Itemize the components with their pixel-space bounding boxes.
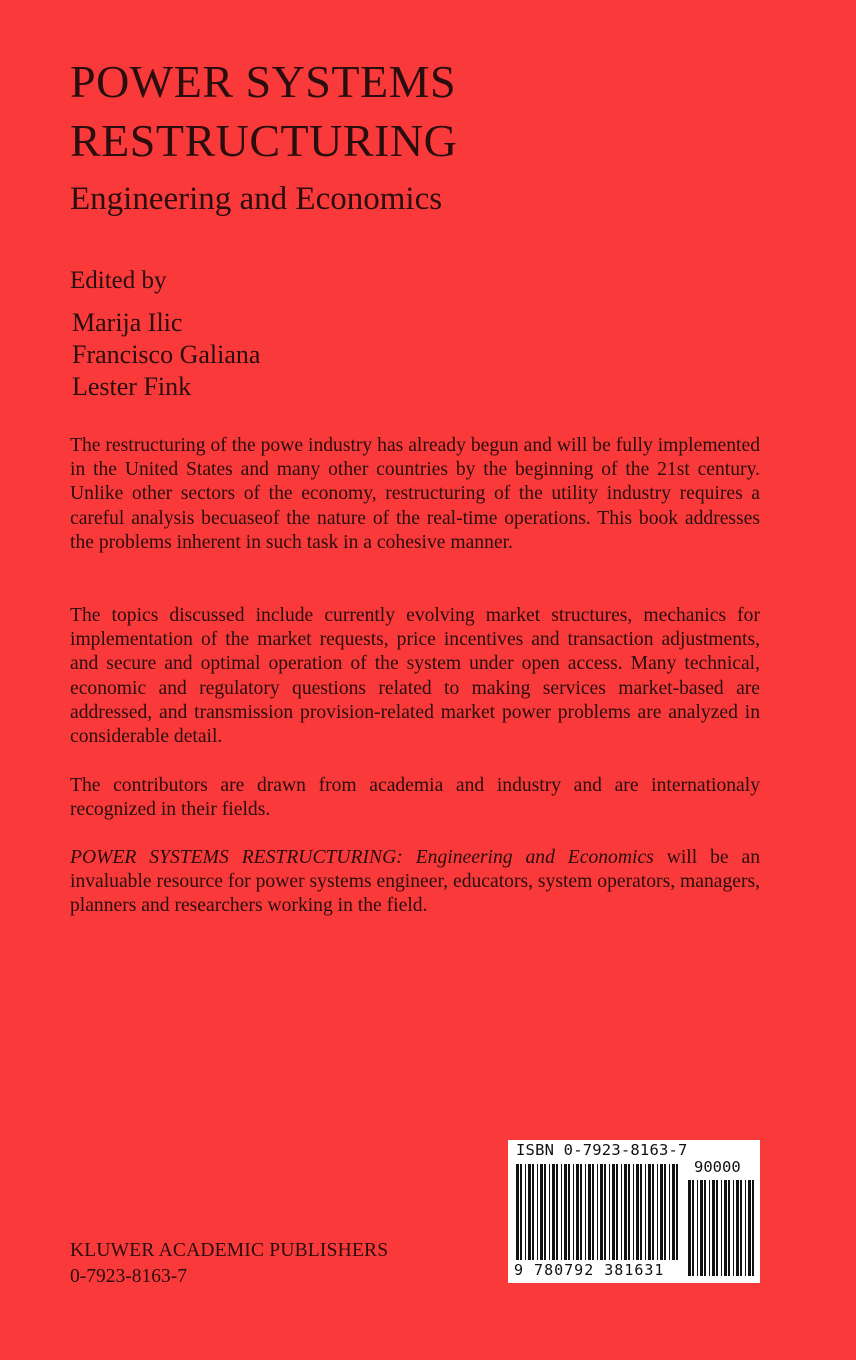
editor-name: Marija Ilic — [72, 308, 183, 337]
title-line-2: RESTRUCTURING — [70, 115, 458, 166]
editor-name: Lester Fink — [72, 372, 192, 401]
edited-by-label: Edited by — [70, 267, 167, 294]
ean-barcode-bars — [516, 1164, 678, 1260]
price-code: 90000 — [694, 1158, 741, 1176]
addon-barcode-bars — [688, 1180, 754, 1276]
blurb-paragraph-2: The topics discussed include currently evolving market structures, mechanics for implementation of the market requests, price incentives and transaction adjustments, and secure and optimal operation of the system under open access. Many technical, economic and regulatory questions related to making services market-based are addressed, and transmission provision-related market power problems are analyzed in considerable detail. — [70, 605, 760, 748]
barcode-digits: 9 780792 381631 — [514, 1261, 665, 1279]
subtitle: Engineering and Economics — [70, 181, 443, 217]
publisher-isbn: 0-7923-8163-7 — [70, 1266, 187, 1287]
isbn-barcode-label — [508, 1140, 760, 1283]
title-line-1: POWER SYSTEMS — [70, 56, 457, 107]
publisher-name: KLUWER ACADEMIC PUBLISHERS — [70, 1240, 389, 1261]
book-title-italic: POWER SYSTEMS RESTRUCTURING: Engineering and Economics — [70, 847, 654, 868]
editor-name: Francisco Galiana — [72, 340, 261, 369]
blurb-paragraph-3: The contributors are drawn from academia and industry and are internationaly recognized in their fields. — [70, 775, 760, 821]
blurb-paragraph-1: The restructuring of the powe industry has already begun and will be fully implemented in the United States and many other countries by the beginning of the 21st century. Unlike other sectors of the economy, restructuring of the utility industry requires a careful analysis becuaseof the nature of the real-time operations. This book addresses the problems inherent in such task in a cohesive manner. — [70, 435, 760, 553]
blurb-paragraph-4-text: will be an invaluable resource for power systems engineer, educators, system operators, managers, planners and researchers working in the field. — [70, 847, 761, 917]
isbn-label: ISBN 0-7923-8163-7 — [516, 1141, 688, 1159]
blurb-paragraph-4 — [70, 846, 760, 919]
